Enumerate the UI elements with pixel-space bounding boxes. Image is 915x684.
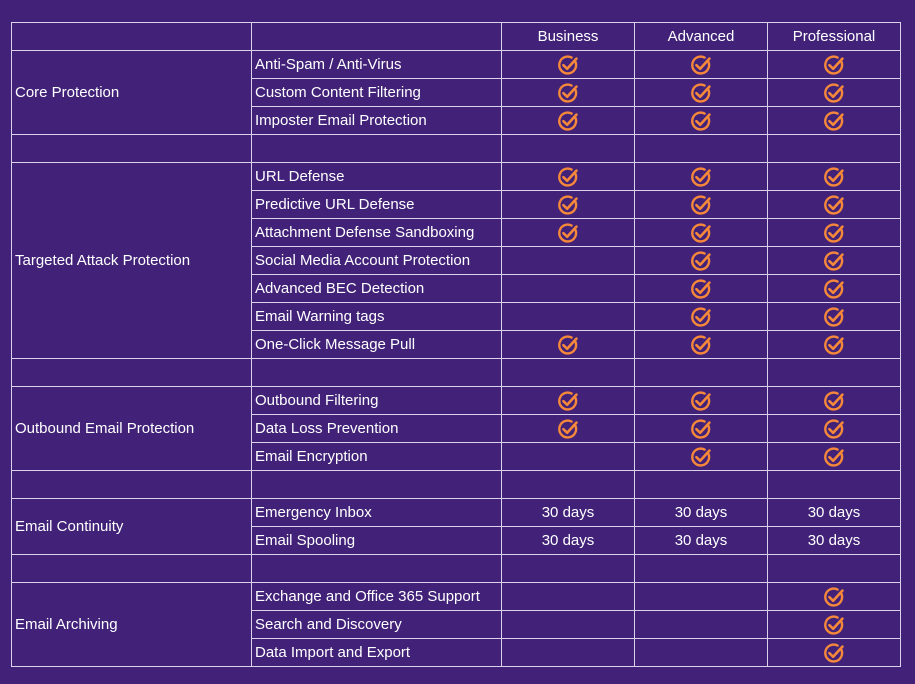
feature-label: Exchange and Office 365 Support [252,583,502,611]
feature-label: Emergency Inbox [252,499,502,527]
spacer-row [12,555,901,583]
cell-business [502,219,635,247]
check-circle-icon [689,333,713,357]
feature-label: Attachment Defense Sandboxing [252,219,502,247]
cell-advanced [635,163,768,191]
cell-professional [768,275,901,303]
table-row [12,583,901,611]
spacer-cell [12,555,252,583]
cell-advanced [635,639,768,667]
feature-label: Imposter Email Protection [252,107,502,135]
cell-business [502,443,635,471]
cell-advanced [635,415,768,443]
cell-professional [768,639,901,667]
spacer-row [12,359,901,387]
spacer-cell [502,555,635,583]
cell-professional [768,583,901,611]
feature-label: Custom Content Filtering [252,79,502,107]
feature-label: Outbound Filtering [252,387,502,415]
check-circle-icon [689,277,713,301]
header-empty-category [12,23,252,51]
feature-label: Anti-Spam / Anti-Virus [252,51,502,79]
category-label: Outbound Email Protection [12,387,252,471]
cell-advanced [635,611,768,639]
check-circle-icon [822,109,846,133]
cell-business [502,527,635,555]
cell-business [502,79,635,107]
check-circle-icon [556,333,580,357]
cell-business [502,387,635,415]
check-circle-icon [689,193,713,217]
check-circle-icon [822,305,846,329]
value-text: 30 days [807,504,861,521]
spacer-cell [635,555,768,583]
cell-professional [768,191,901,219]
feature-label: Email Spooling [252,527,502,555]
cell-advanced [635,583,768,611]
cell-business [502,583,635,611]
tier-professional: Professional [768,23,901,51]
cell-professional [768,331,901,359]
cell-professional [768,51,901,79]
spacer-cell [768,471,901,499]
cell-advanced [635,107,768,135]
cell-professional [768,303,901,331]
check-circle-icon [689,249,713,273]
spacer-cell [768,135,901,163]
feature-label: Predictive URL Defense [252,191,502,219]
cell-business [502,191,635,219]
check-circle-icon [689,445,713,469]
cell-business [502,499,635,527]
check-circle-icon [556,417,580,441]
category-label: Email Archiving [12,583,252,667]
cell-advanced [635,191,768,219]
spacer-cell [12,359,252,387]
cell-business [502,247,635,275]
check-circle-icon [822,613,846,637]
feature-label: One-Click Message Pull [252,331,502,359]
table-body [12,51,901,667]
cell-business [502,611,635,639]
check-circle-icon [556,165,580,189]
check-circle-icon [556,109,580,133]
check-circle-icon [822,221,846,245]
feature-label: Search and Discovery [252,611,502,639]
cell-advanced [635,303,768,331]
check-circle-icon [556,81,580,105]
spacer-cell [12,471,252,499]
spacer-cell [635,359,768,387]
category-label: Targeted Attack Protection [12,163,252,359]
check-circle-icon [822,445,846,469]
check-circle-icon [556,221,580,245]
cell-advanced [635,387,768,415]
cell-professional [768,107,901,135]
check-circle-icon [689,53,713,77]
table-row [12,163,901,191]
spacer-cell [768,555,901,583]
spacer-cell [252,135,502,163]
cell-professional [768,79,901,107]
spacer-cell [768,359,901,387]
cell-professional [768,163,901,191]
spacer-cell [252,359,502,387]
check-circle-icon [689,81,713,105]
value-text: 30 days [674,504,728,521]
spacer-cell [502,135,635,163]
cell-business [502,415,635,443]
feature-label: Email Encryption [252,443,502,471]
spacer-cell [502,471,635,499]
tier-advanced: Advanced [635,23,768,51]
spacer-cell [502,359,635,387]
value-text: 30 days [807,532,861,549]
check-circle-icon [822,389,846,413]
cell-advanced [635,527,768,555]
spacer-row [12,471,901,499]
check-circle-icon [556,389,580,413]
cell-advanced [635,51,768,79]
feature-comparison-table [11,22,901,667]
cell-professional [768,611,901,639]
cell-business [502,331,635,359]
cell-professional [768,247,901,275]
header-row [12,23,901,51]
cell-advanced [635,247,768,275]
table-row [12,387,901,415]
cell-advanced [635,79,768,107]
cell-advanced [635,443,768,471]
table-row [12,51,901,79]
check-circle-icon [822,333,846,357]
spacer-cell [635,135,768,163]
spacer-cell [252,471,502,499]
check-circle-icon [822,193,846,217]
check-circle-icon [822,249,846,273]
category-label: Email Continuity [12,499,252,555]
cell-professional [768,387,901,415]
check-circle-icon [689,109,713,133]
value-text: 30 days [541,532,595,549]
feature-label: Email Warning tags [252,303,502,331]
cell-business [502,107,635,135]
check-circle-icon [689,221,713,245]
cell-professional [768,443,901,471]
table-header [12,23,901,51]
check-circle-icon [689,165,713,189]
cell-advanced [635,219,768,247]
cell-business [502,163,635,191]
cell-professional [768,499,901,527]
spacer-cell [635,471,768,499]
check-circle-icon [822,165,846,189]
feature-label: Data Loss Prevention [252,415,502,443]
cell-business [502,51,635,79]
cell-professional [768,415,901,443]
check-circle-icon [822,277,846,301]
spacer-cell [12,135,252,163]
table-row [12,499,901,527]
cell-professional [768,219,901,247]
feature-label: URL Defense [252,163,502,191]
cell-business [502,303,635,331]
cell-professional [768,527,901,555]
check-circle-icon [822,417,846,441]
cell-business [502,639,635,667]
value-text: 30 days [541,504,595,521]
comparison-table-wrapper [11,22,901,667]
header-empty-feature [252,23,502,51]
check-circle-icon [822,53,846,77]
category-label: Core Protection [12,51,252,135]
check-circle-icon [822,641,846,665]
feature-label: Data Import and Export [252,639,502,667]
check-circle-icon [689,305,713,329]
cell-advanced [635,275,768,303]
check-circle-icon [689,417,713,441]
check-circle-icon [822,81,846,105]
check-circle-icon [822,585,846,609]
check-circle-icon [689,389,713,413]
cell-advanced [635,499,768,527]
cell-business [502,275,635,303]
spacer-row [12,135,901,163]
cell-advanced [635,331,768,359]
feature-label: Advanced BEC Detection [252,275,502,303]
spacer-cell [252,555,502,583]
tier-business: Business [502,23,635,51]
feature-label: Social Media Account Protection [252,247,502,275]
check-circle-icon [556,53,580,77]
value-text: 30 days [674,532,728,549]
check-circle-icon [556,193,580,217]
